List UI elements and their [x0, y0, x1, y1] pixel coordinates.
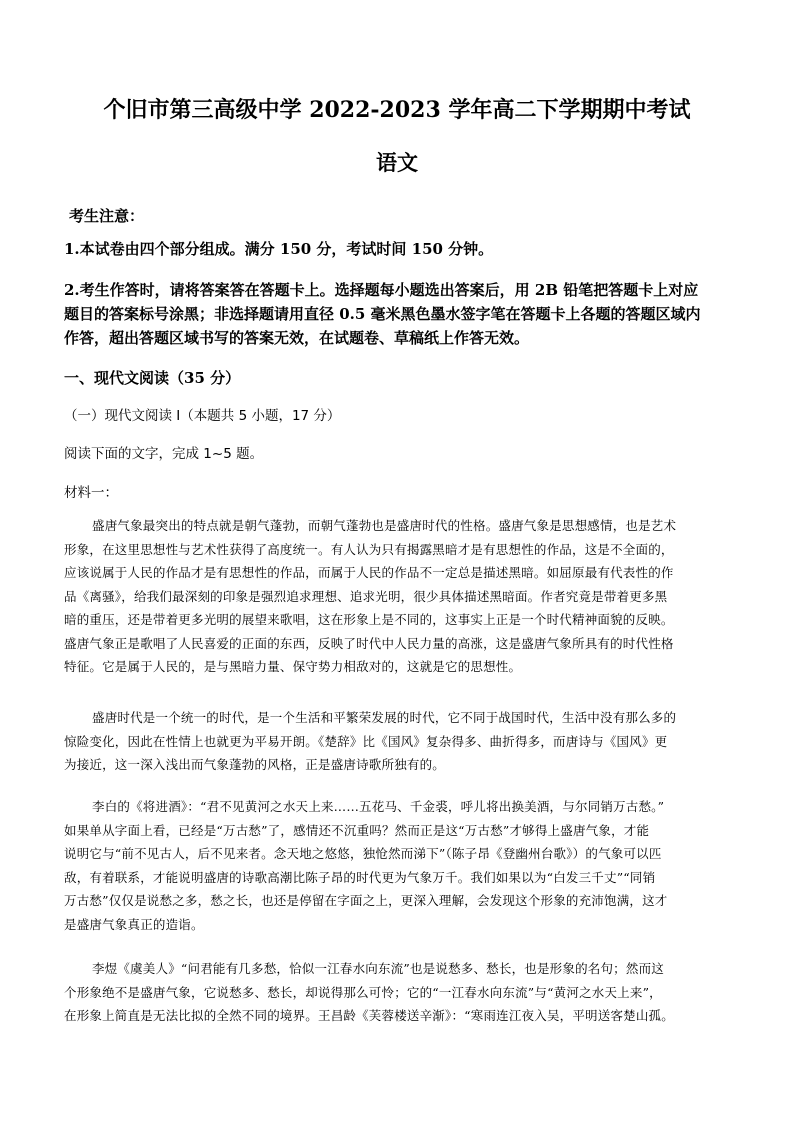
paragraph-line: 品《离骚》，给我们最深刻的印象是强烈追求理想、追求光明，很少具体描述黑暗面。作者究竟是带着更多黑: [64, 588, 668, 604]
paragraph-line: 惊险变化，因此在性情上也就更为平易开朗。《楚辞》比《国风》复杂得多、曲折得多，而唐诗与《国风》更: [64, 733, 668, 749]
body-paragraph: [64, 706, 734, 777]
paragraph-line: 盛唐气象最突出的特点就是朝气蓬勃，而朝气蓬勃也是盛唐时代的性格。盛唐气象是思想感情，也是艺术: [92, 518, 677, 533]
paragraph-line: 个形象绝不是盛唐气象，它说愁多、愁长，却说得那么可怜；它的“一江春水向东流”与“黄河之水天上来”，: [64, 984, 662, 1000]
paragraph-line: 如果单从字面上看，已经是“万古愁”了，感情还不沉重吗？然而正是这“万古愁”才够得上盛唐气象，才能: [64, 822, 650, 838]
paragraph-line: 暗的重压，还是带着更多光明的展望来歌唱，这在形象上是不同的，这事实上正是一个时代精神面貌的反映。: [64, 612, 674, 627]
paragraph-line: 特征。它是属于人民的，是与黑暗力量、保守势力相敌对的，这就是它的思想性。: [64, 659, 522, 674]
body-paragraph: [64, 795, 734, 936]
notice-item-2-line: 作答，超出答题区域书写的答案无效，在试题卷、草稿纸上作答无效。: [64, 329, 530, 347]
body-paragraph: [64, 514, 734, 679]
paragraph-line: 李煜《虞美人》“问君能有几多愁，恰似一江春水向东流”也是说愁多、愁长，也是形象的名句；然而这: [92, 961, 664, 976]
paragraph-line: 盛唐气象正是歌唱了人民喜爱的正面的东西，反映了时代中人民力量的高涨，这是盛唐气象所具有的时代性格: [64, 635, 674, 651]
notice-item-2-line: 2.考生作答时，请将答案答在答题卡上。选择题每小题选出答案后，用 2B 铅笔把答题卡上对应: [64, 281, 699, 299]
subsection-title: （一）现代文阅读 I（本题共 5 小题，17 分）: [64, 408, 341, 424]
notice-item-2-line: 题目的答案标号涂黑；非选择题请用直径 0.5 毫米黑色墨水签字笔在答题卡上各题的答题区域内: [64, 305, 701, 323]
notice-item-1: 1.本试卷由四个部分组成。满分 150 分，考试时间 150 分钟。: [64, 240, 494, 258]
paragraph-line: 形象，在这里思想性与艺术性获得了高度统一。有人认为只有揭露黑暗才是有思想性的作品，这是不全面的，: [64, 541, 674, 557]
paragraph-line: 为接近，这一深入浅出而气象蓬勃的风格，正是盛唐诗歌所独有的。: [64, 757, 446, 772]
section-title: 一、现代文阅读（35 分）: [64, 369, 241, 387]
paragraph-line: 在形象上简直是无法比拟的全然不同的境界。王昌龄《芙蓉楼送辛渐》：“寒雨连江夜入吴，平明送客楚山孤。: [64, 1008, 674, 1023]
notice-heading: 考生注意：: [69, 207, 145, 225]
body-paragraph: [64, 957, 734, 1028]
paragraph-line: 说明它与“前不见古人，后不见来者。念天地之悠悠，独怆然而涕下”（陈子昂《登幽州台歌》）的气象可以匹: [64, 846, 662, 861]
paragraph-line: 是盛唐气象真正的造诣。: [64, 916, 204, 932]
material-label: 材料一：: [64, 485, 118, 501]
exam-title: 个旧市第三高级中学 2022-2023 学年高二下学期期中考试: [103, 97, 691, 123]
paragraph-line: 万古愁”仅仅是说愁之多，愁之长，也还是停留在字面之上，更深入理解，会发现这个形象的充沛饱满，这才: [64, 893, 668, 908]
paragraph-line: 盛唐时代是一个统一的时代，是一个生活和平繁荣发展的时代，它不同于战国时代，生活中没有那么多的: [92, 710, 677, 725]
subject-title: 语文: [376, 150, 418, 175]
paragraph-line: 应该说属于人民的作品才是有思想性的作品，而属于人民的作品不一定总是描述黑暗。如屈原最有代表性的作: [64, 565, 674, 580]
paragraph-line: 敌，有着联系，才能说明盛唐的诗歌高潮比陈子昂的时代更为气象万千。我们如果以为“白发三千丈”“同销: [64, 869, 656, 885]
reading-instruction: 阅读下面的文字，完成 1~5 题。: [64, 446, 264, 462]
paragraph-line: 李白的《将进酒》：“君不见黄河之水天上来……五花马、千金裘，呼儿将出换美酒，与尔同销万古愁。”: [92, 799, 665, 814]
